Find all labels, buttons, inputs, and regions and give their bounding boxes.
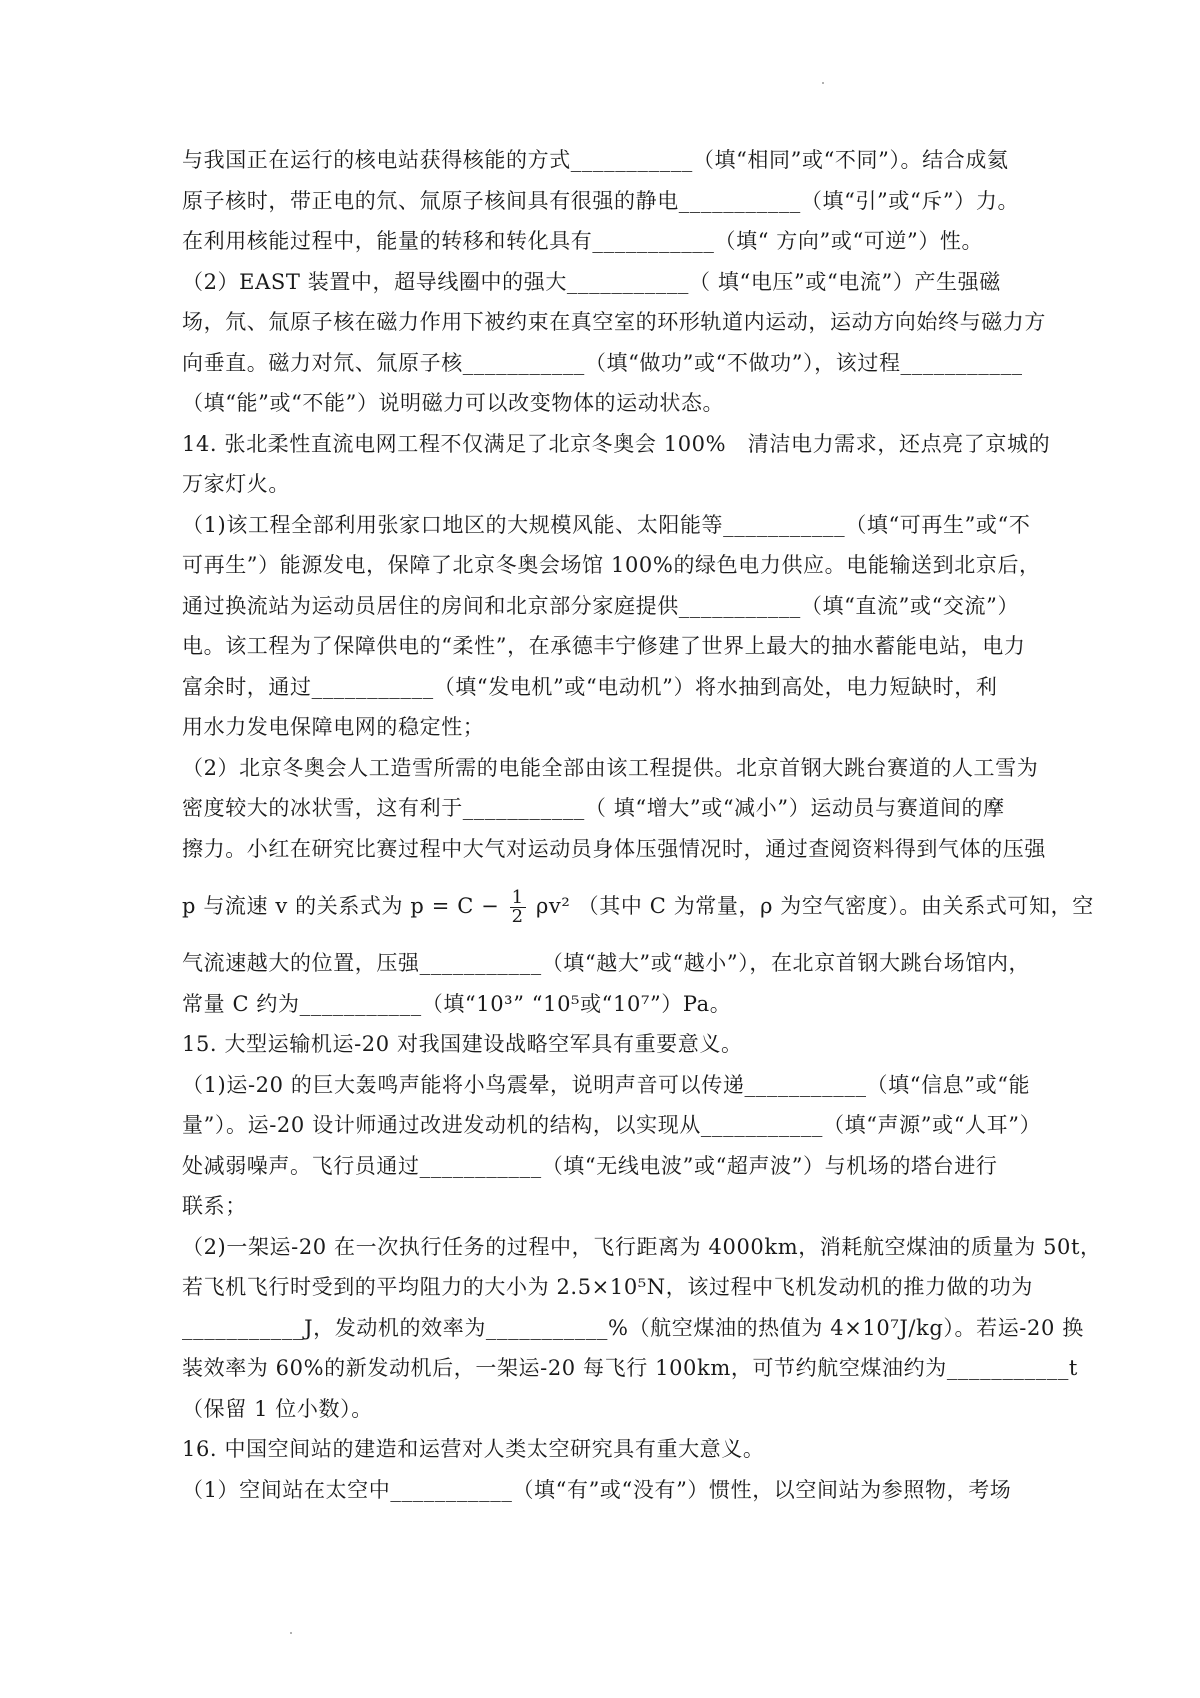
text-line: 量”）。运-20 设计师通过改进发动机的结构，以实现从___________（填“声源”或“人耳”） <box>182 1113 1042 1137</box>
text-line: 通过换流站为运动员居住的房间和北京部分家庭提供___________（填“直流”或“交流”） <box>182 593 1020 618</box>
text-line: 富余时，通过___________（填“发电机”或“电动机”）将水抽到高处，电力短缺时，利 <box>182 674 998 699</box>
question-14: 14. 张北柔性直流电网工程不仅满足了北京冬奥会 100% 清洁电力需求，还点亮了京城的 <box>182 431 1051 456</box>
fraction-denominator: 2 <box>511 906 524 927</box>
text-line: （2）北京冬奥会人工造雪所需的电能全部由该工程提供。北京首钢大跳台赛道的人工雪为 <box>182 755 1039 780</box>
text-line: 原子核时，带正电的氘、氚原子核间具有很强的静电___________（填“引”或“斥”）力。 <box>182 188 1020 213</box>
text-line: 可再生”）能源发电，保障了北京冬奥会场馆 100%的绿色电力供应。电能输送到北京后， <box>182 553 1041 577</box>
text-line: 联系； <box>182 1194 247 1218</box>
question-15: 15. 大型运输机运-20 对我国建设战略空军具有重要意义。 <box>182 1032 743 1056</box>
text-line: 装效率为 60%的新发动机后，一架运-20 每飞行 100km，可节约航空煤油约为___________t <box>182 1356 1078 1380</box>
formula-after: ρv² （其中 C 为常量，ρ 为空气密度）。由关系式可知，空 <box>535 894 1094 918</box>
text-line: 在利用核能过程中，能量的转移和转化具有___________（填“ 方向”或“可逆”）性。 <box>182 229 984 253</box>
scan-speck <box>290 1632 292 1634</box>
fraction-numerator: 1 <box>511 887 524 908</box>
text-line: （1)该工程全部利用张家口地区的大规模风能、太阳能等___________（填“可再生”或“不 <box>182 512 1031 537</box>
text-line: 用水力发电保障电网的稳定性； <box>182 715 485 739</box>
text-line: 场，氘、氚原子核在磁力作用下被约束在真空室的环形轨道内运动，运动方向始终与磁力方 <box>182 310 1046 334</box>
text-line: 密度较大的冰状雪，这有利于___________（ 填“增大”或“减小”）运动员与赛道间的摩 <box>182 796 1005 820</box>
text-line: （保留 1 位小数）。 <box>182 1396 373 1421</box>
text-line: 气流速越大的位置，压强___________（填“越大”或“越小”），在北京首钢大跳台场馆内， <box>182 951 1031 975</box>
text-line: 万家灯火。 <box>182 472 290 496</box>
text-line: （2）EAST 装置中，超导线圈中的强大___________（ 填“电压”或“电流”）产生强磁 <box>182 269 1001 294</box>
text-line: （1)运-20 的巨大轰鸣声能将小鸟震晕，说明声音可以传递___________（填“信息”或“能 <box>182 1072 1031 1097</box>
text-line: 向垂直。磁力对氘、氚原子核___________（填“做功”或“不做功”），该过程___________ <box>182 350 1023 375</box>
scan-speck <box>822 82 824 84</box>
text-line: 常量 C 约为___________（填“10³” “10⁵或“10⁷”）Pa。 <box>182 991 732 1016</box>
text-line: （填“能”或“不能”）说明磁力可以改变物体的运动状态。 <box>182 391 725 415</box>
text-line: （1）空间站在太空中___________（填“有”或“没有”）惯性，以空间站为参照物，考场 <box>182 1477 1012 1502</box>
question-16: 16. 中国空间站的建造和运营对人类太空研究具有重大意义。 <box>182 1437 765 1461</box>
exam-page <box>182 140 1102 1510</box>
formula-line <box>182 869 1094 943</box>
text-line: ___________J，发动机的效率为___________%（航空煤油的热值为 4×10⁷J/kg）。若运-20 换 <box>182 1315 1084 1340</box>
text-line: 若飞机飞行时受到的平均阻力的大小为 2.5×10⁵N，该过程中飞机发动机的推力做的功为 <box>182 1275 1033 1299</box>
formula-before: p 与流速 v 的关系式为 p = C − <box>182 894 500 918</box>
text-line: 电。该工程为了保障供电的“柔性”，在承德丰宁修建了世界上最大的抽水蓄能电站，电力 <box>182 634 1026 658</box>
text-line: 处减弱噪声。飞行员通过___________（填“无线电波”或“超声波”）与机场的塔台进行 <box>182 1153 998 1178</box>
text-line: （2)一架运-20 在一次执行任务的过程中，飞行距离为 4000km，消耗航空煤油的质量为 50t， <box>182 1234 1102 1259</box>
text-line: 与我国正在运行的核电站获得核能的方式___________（填“相同”或“不同”）。结合成氦 <box>182 148 1009 172</box>
text-line: 擦力。小红在研究比赛过程中大气对运动员身体压强情况时，通过查阅资料得到气体的压强 <box>182 836 1046 861</box>
formula-fraction <box>510 889 526 926</box>
